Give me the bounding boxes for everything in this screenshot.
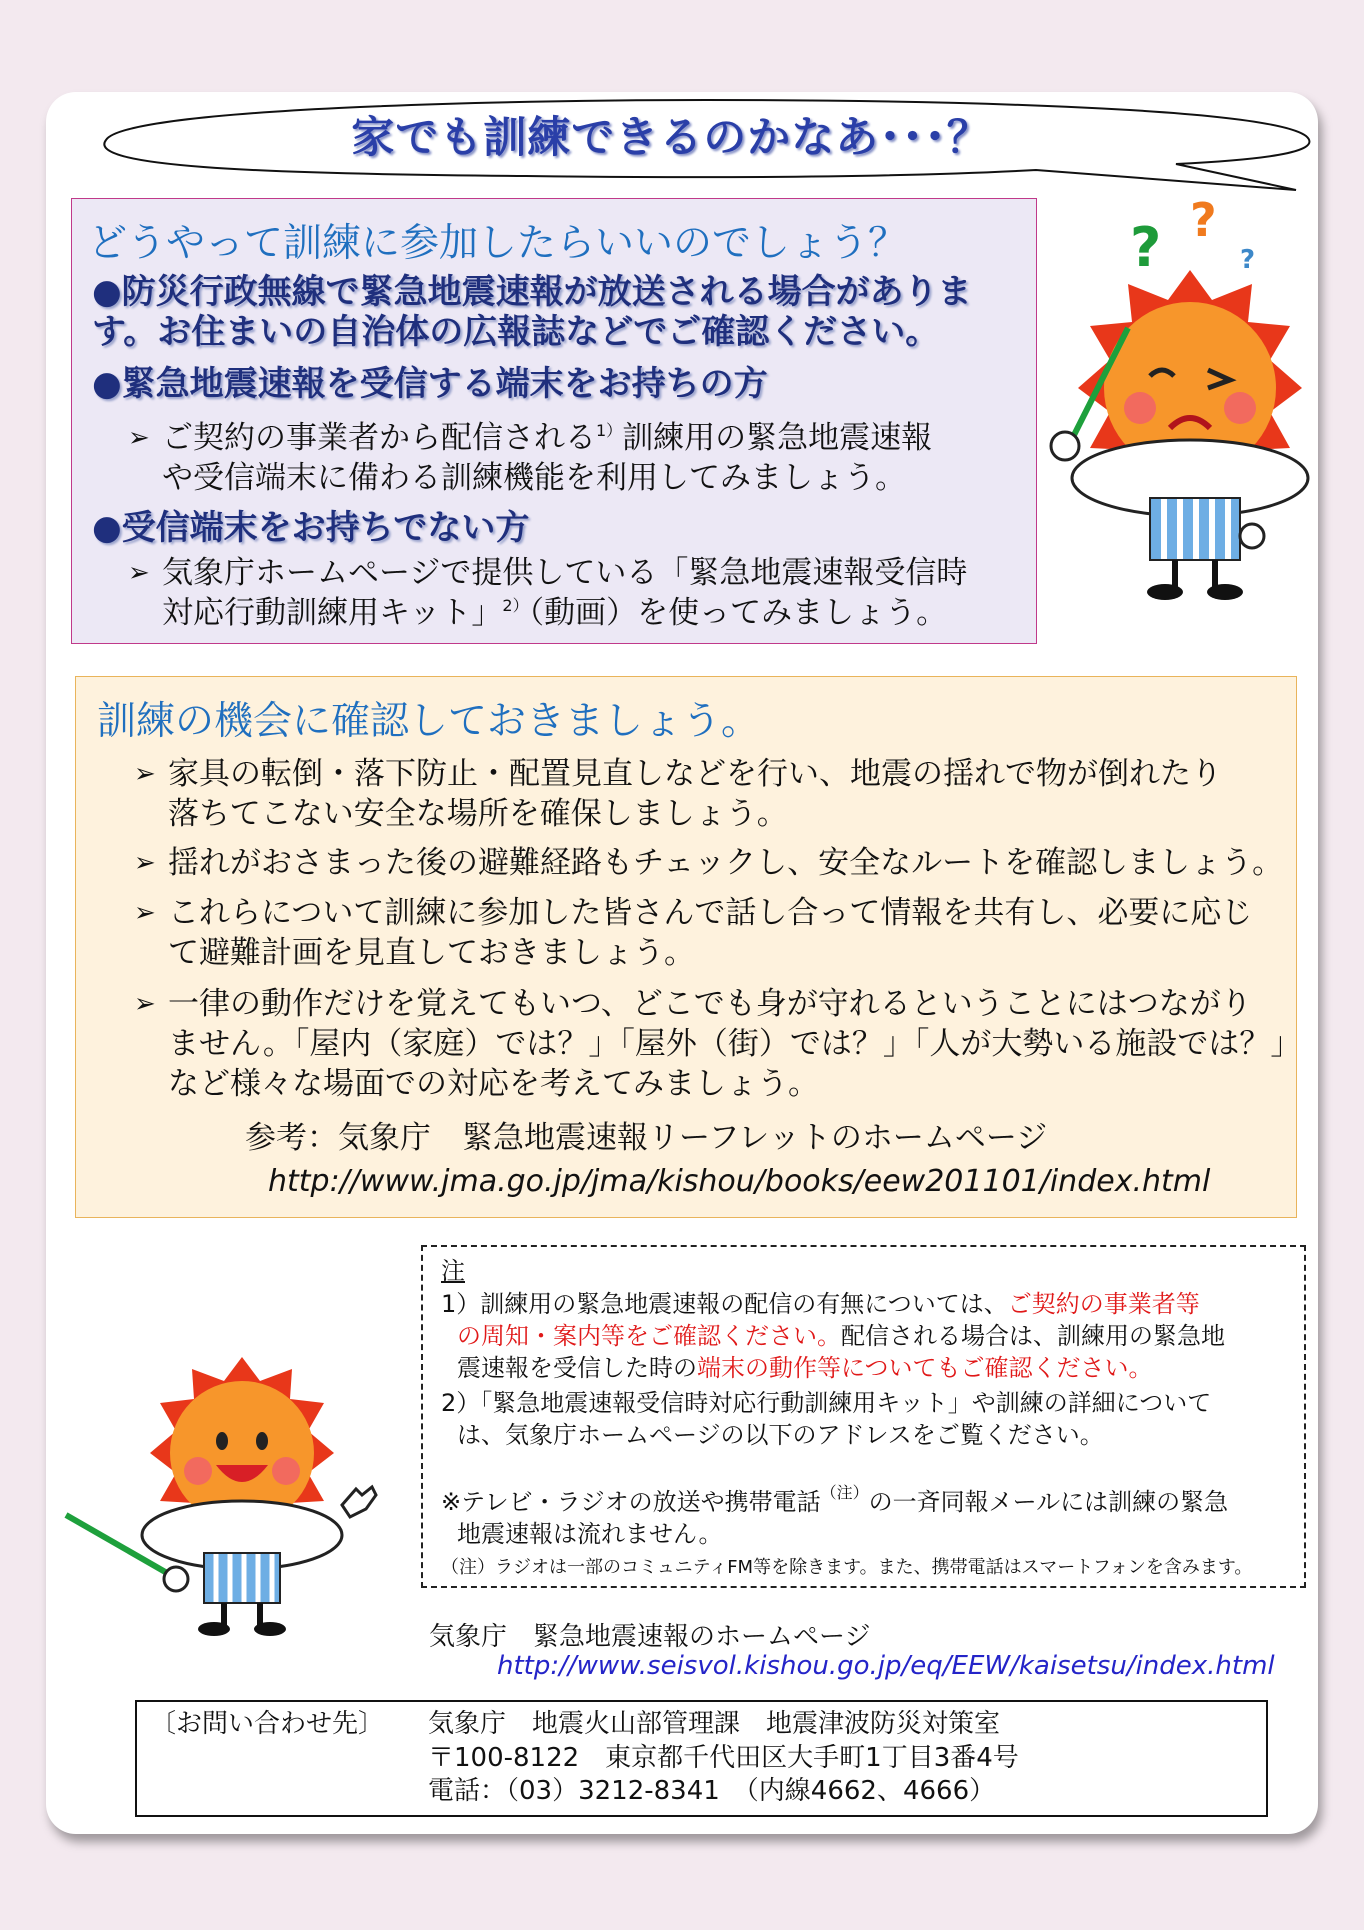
bullet-broadcast-line2: す。お住まいの自治体の広報誌などでご確認ください。 — [92, 312, 940, 352]
opportunity-text: 家具の転倒・落下防止・配置見直しなどを行い、地震の揺れで物が倒れたり — [168, 756, 1222, 792]
opportunity-text: 落ちてこない安全な場所を確保しましょう。 — [168, 796, 788, 832]
note-text: ※テレビ・ラジオの放送や携帯電話 — [441, 1488, 821, 1516]
footnote-ref-2: 2） — [502, 596, 529, 615]
arrow-bullet-icon: ➢ — [134, 848, 156, 878]
opportunity-text: て避難計画を見直しておきましょう。 — [168, 935, 695, 971]
opportunity-item-scenes — [134, 984, 1252, 1024]
contact-office: 気象庁 地震火山部管理課 地震津波防災対策室 — [428, 1709, 1001, 1739]
sun-mascot-happy — [64, 1355, 404, 1645]
sun-mascot-confused — [1040, 198, 1320, 608]
note-2-line2: は、気象庁ホームページの以下のアドレスをご覧ください。 — [457, 1421, 1104, 1449]
opportunity-text: 揺れがおさまった後の避難経路もチェックし、安全なルートを確認しましょう。 — [168, 845, 1284, 881]
opportunity-text: ません。「屋内（家庭）では？」「屋外（街）では？」「人が大勢いる施設では？」 — [168, 1026, 1302, 1062]
notes-title: 注 — [441, 1257, 465, 1285]
arrow-bullet-icon: ➢ — [134, 898, 156, 928]
opportunity-text: 一律の動作だけを覚えてもいつ、どこでも身が守れるということにはつながり — [168, 986, 1252, 1022]
item-training-eew-text-a: ご契約の事業者から配信される — [162, 420, 596, 456]
note-emphasis: ご契約の事業者等 — [1007, 1290, 1200, 1318]
arrow-bullet-icon: ➢ — [128, 423, 150, 453]
question-mark-icon: ? — [1240, 245, 1256, 275]
item-kit-line2 — [162, 593, 947, 633]
question-mark-icon: ? — [1130, 216, 1162, 279]
note-text: 震速報を受信した時の — [457, 1354, 697, 1382]
item-training-eew-text-b: 訓練用の緊急地震速報 — [622, 420, 933, 456]
item-training-eew-line2: や受信端末に備わる訓練機能を利用してみましょう。 — [162, 460, 906, 496]
question-mark-icon: ? — [1190, 198, 1217, 247]
reference-label: 参考：気象庁 緊急地震速報リーフレットのホームページ — [245, 1120, 1048, 1156]
bullet-no-terminal: ●受信端末をお持ちでない方 — [92, 508, 530, 548]
note-1-line3 — [457, 1352, 1153, 1384]
opportunity-item-route — [134, 843, 1284, 883]
participate-heading: どうやって訓練に参加したらいいのでしょう？ — [88, 221, 908, 266]
note-emphasis: 端末の動作等についてもご確認ください。 — [697, 1354, 1153, 1382]
contact-address: 〒100-8122 東京都千代田区大手町1丁目3番4号 — [428, 1743, 1019, 1773]
opportunity-heading: 訓練の機会に確認しておきましょう。 — [97, 699, 761, 744]
note-small-print: （注）ラジオは一部のコミュニティFM等を除きます。また、携帯電話はスマートフォンを含みます。 — [441, 1557, 1253, 1578]
bullet-broadcast-line1: ●防災行政無線で緊急地震速報が放送される場合がありま — [92, 272, 972, 312]
note-1-line1 — [441, 1288, 1200, 1320]
note-tv-line2: 地震速報は流れません。 — [457, 1520, 723, 1548]
opportunity-item-furniture — [134, 754, 1222, 794]
arrow-bullet-icon: ➢ — [134, 759, 156, 789]
note-text: の一斉同報メールには訓練の緊急 — [868, 1488, 1229, 1516]
note-2-line1: 2）「緊急地震速報受信時対応行動訓練用キット」や訓練の詳細について — [441, 1389, 1212, 1417]
contact-label: 〔お問い合わせ先〕 — [150, 1709, 385, 1739]
note-1-line2 — [457, 1320, 1225, 1352]
item-kit-text: 気象庁ホームページで提供している「緊急地震速報受信時 — [162, 555, 968, 591]
item-kit-text-a: 対応行動訓練用キット」 — [162, 595, 503, 631]
reference-link[interactable]: http://www.jma.go.jp/jma/kishou/books/eew201101/index.html — [268, 1164, 1211, 1199]
contact-phone: 電話：（03）3212-8341 （内線4662、4666） — [428, 1776, 996, 1806]
arrow-bullet-icon: ➢ — [128, 558, 150, 588]
note-text: 配信される場合は、訓練用の緊急地 — [841, 1322, 1225, 1350]
opportunity-item-share — [134, 893, 1253, 933]
note-emphasis: の周知・案内等をご確認ください。 — [457, 1322, 841, 1350]
opportunity-text: など様々な場面での対応を考えてみましょう。 — [168, 1066, 819, 1102]
homepage-link[interactable]: http://www.seisvol.kishou.go.jp/eq/EEW/kaisetsu/index.html — [497, 1651, 1275, 1681]
footnote-ref-note: （注） — [820, 1483, 869, 1502]
item-kit-line1 — [128, 553, 968, 593]
arrow-bullet-icon: ➢ — [134, 989, 156, 1019]
footnote-ref-1: 1） — [596, 421, 623, 440]
page-title: 家でも訓練できるのかなあ･･･？ — [351, 113, 991, 163]
bullet-have-terminal: ●緊急地震速報を受信する端末をお持ちの方 — [92, 364, 768, 404]
note-tv-line1 — [441, 1483, 1229, 1518]
item-kit-text-b: （動画）を使ってみましょう。 — [528, 595, 948, 631]
item-training-eew — [128, 418, 933, 458]
homepage-label: 気象庁 緊急地震速報のホームページ — [429, 1622, 871, 1652]
opportunity-text: これらについて訓練に参加した皆さんで話し合って情報を共有し、必要に応じ — [168, 895, 1253, 931]
note-text: 1）訓練用の緊急地震速報の配信の有無については、 — [441, 1290, 1008, 1318]
